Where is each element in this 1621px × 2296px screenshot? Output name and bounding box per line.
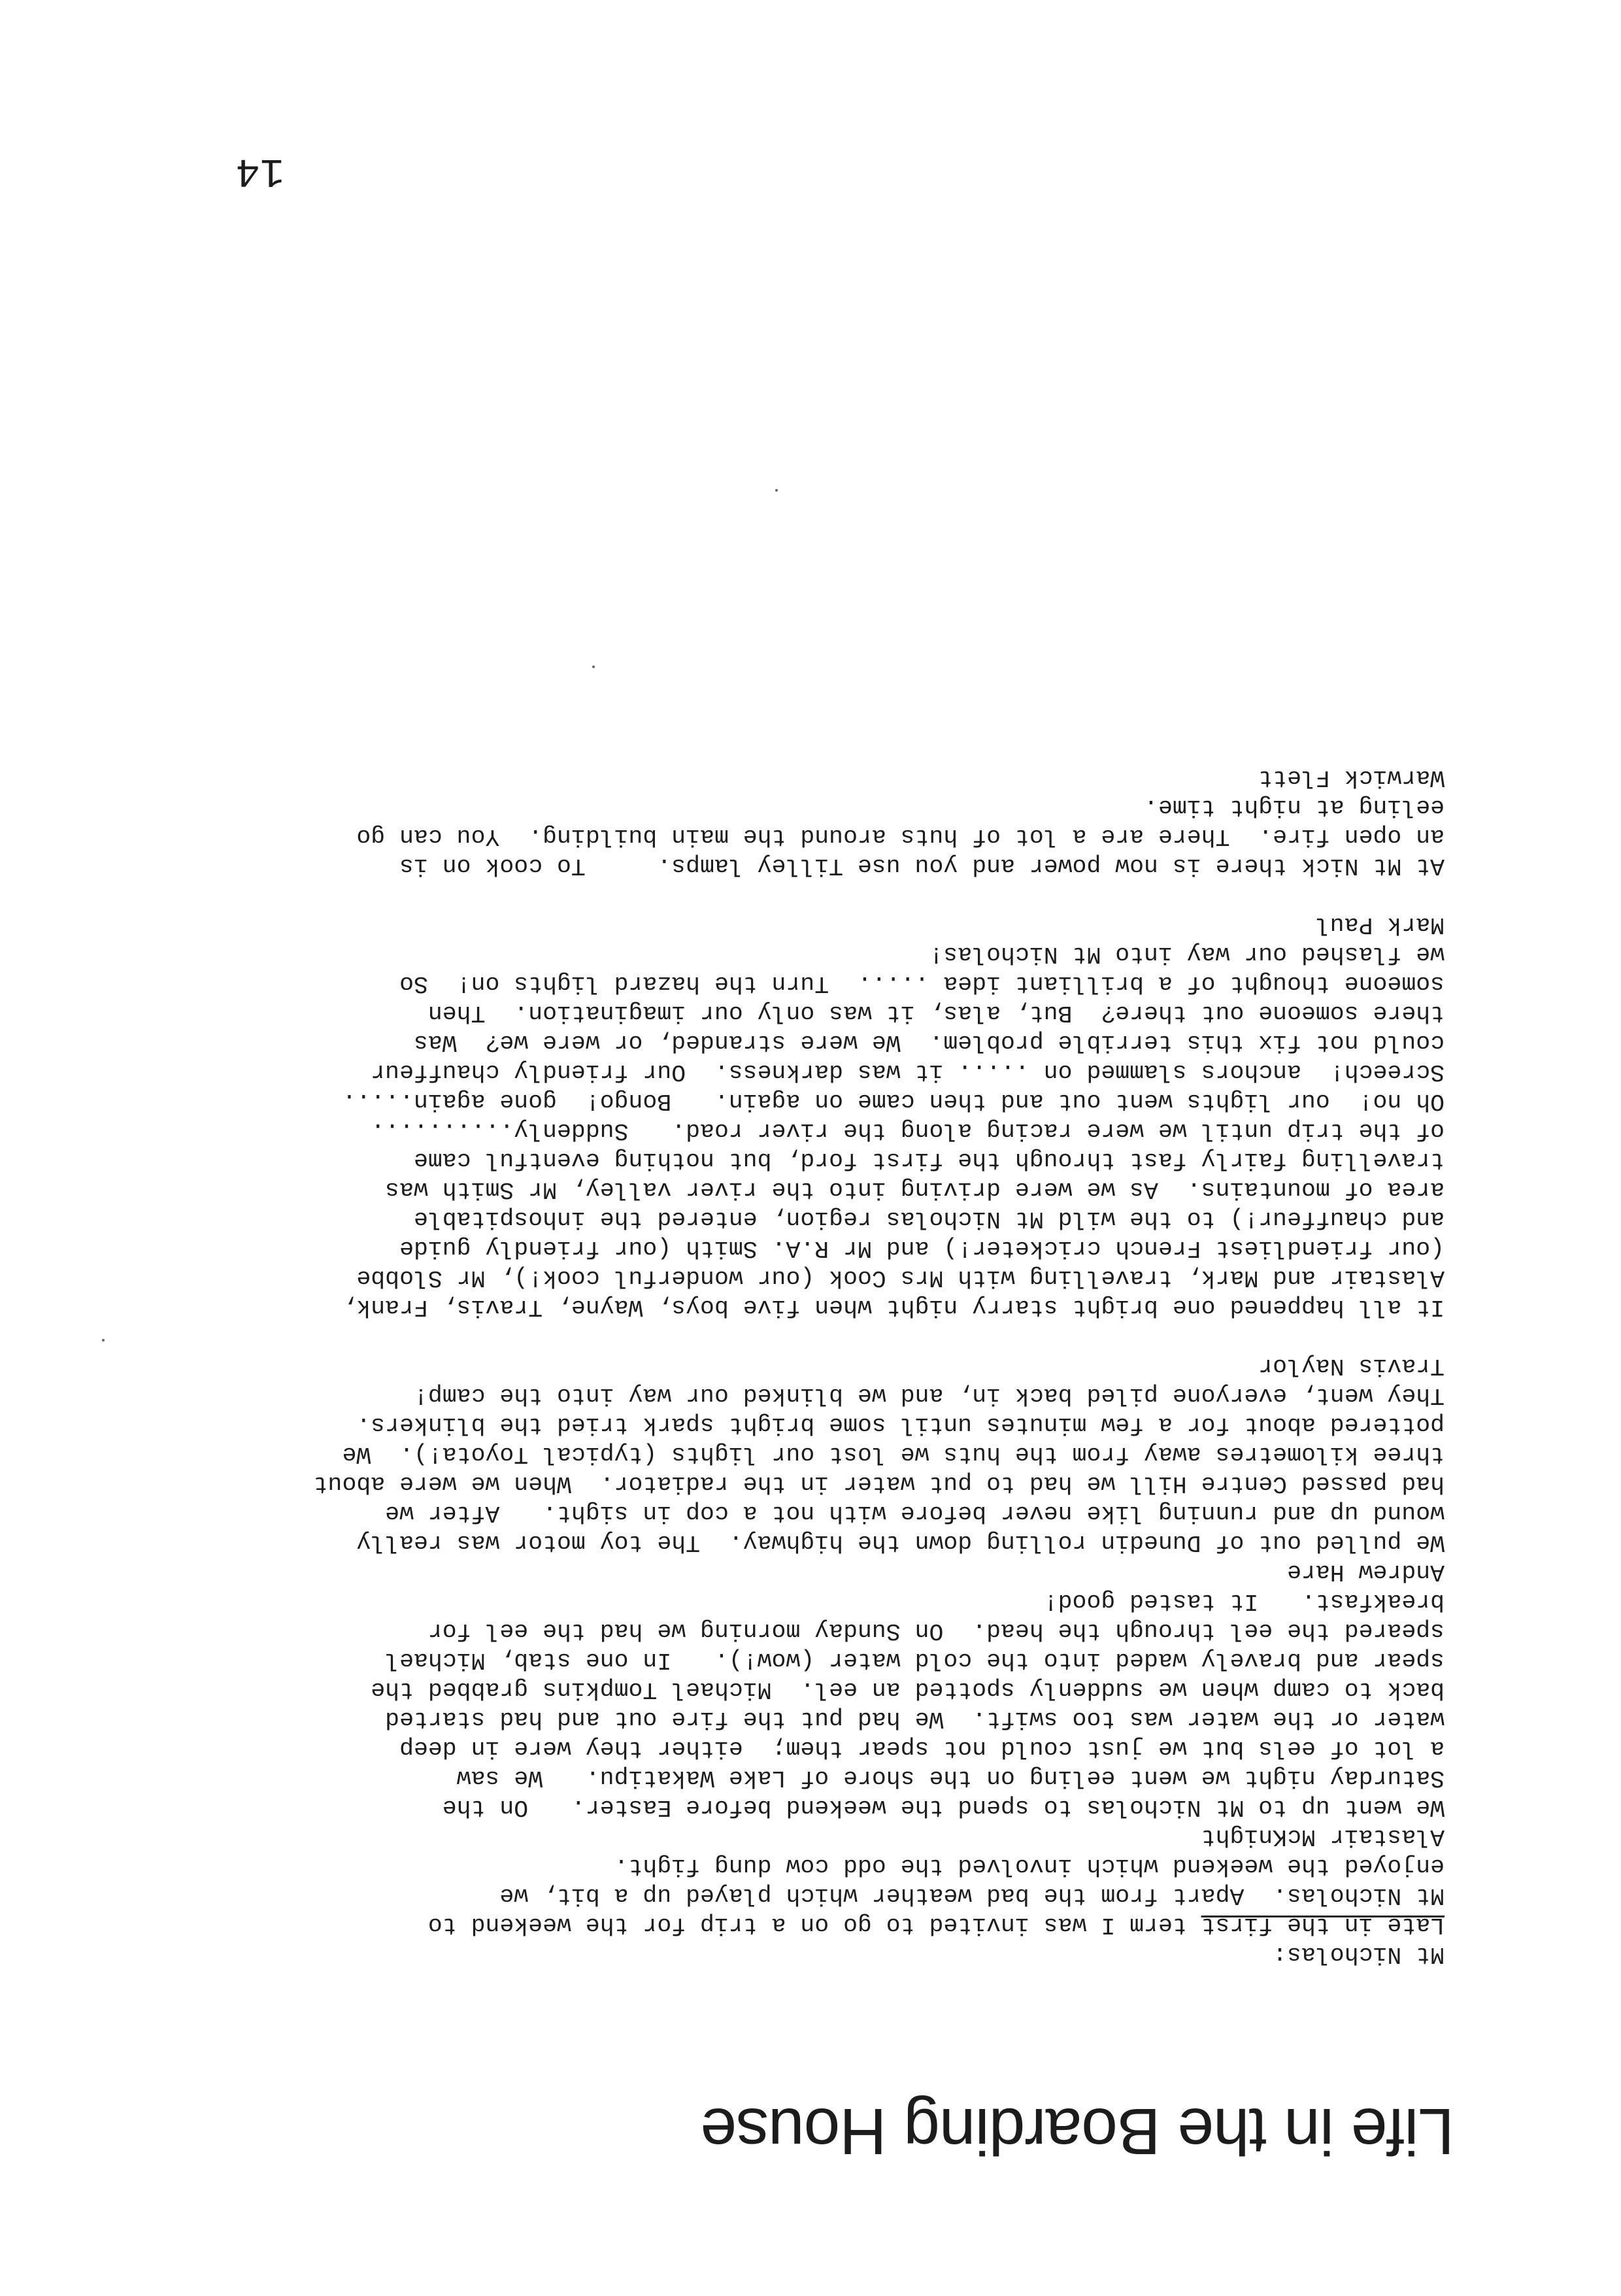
paragraph-line: We went up to Mt Nicholas to spend the weekend before Easter. On the [442,1794,1445,1821]
paragraph-line: speared the eel through the head. On Sunday morning we had the eel for [427,1617,1445,1644]
underlined-phrase: Late in the first [1201,1912,1445,1938]
paragraph [170,763,1445,881]
author-name: Mark Paul [1315,911,1445,938]
page-title: Life in the Boarding House [701,2095,1454,2168]
paragraph-line: and chauffeur!) to the wild Mt Nicholas region, entered the inhospitable [413,1206,1445,1232]
section-heading: Mt Nicholas: [1273,1941,1445,1968]
paragraph-line: we flashed our way into Mt Nicholas! [929,941,1445,968]
paragraph [170,1557,1445,1822]
paragraph-line: pottered about for a few minutes until some bright spark tried the blinkers. [356,1411,1445,1438]
scan-speck [775,489,778,492]
paragraph [170,1351,1445,1557]
paragraph-line: (our friendliest French cricketer!) and Mr R.A. Smith (our friendly guide [399,1235,1445,1262]
paragraph-line: Alastair and Mark, travelling with Mrs Cook (our wonderful cook!), Mr Slobbe [356,1264,1445,1291]
scan-speck [592,666,595,668]
paragraph-line: eeling at night time. [1144,794,1445,820]
paragraph-line: It all happened one bright starry night when five boys, Wayne, Travis, Frank, [342,1294,1445,1321]
paragraph-line: Oh no! our lights went out and then came on again. Bongo! gone again..... [342,1088,1445,1115]
paragraph-line: spear and bravely waded into the cold water (wow!). In one stab, Michael [385,1647,1445,1674]
paragraph-line: travelling fairly fast through the first ford, but nothing eventful came [413,1147,1445,1173]
scan-speck [102,1339,105,1342]
page-number: 14 [235,148,284,194]
paragraph-line: wound up and running like never before with not a cop in sight. After we [385,1500,1445,1527]
author-name: Alastair McKnight [1201,1823,1445,1850]
paragraph [170,1822,1445,1940]
paragraph-line: back to camp when we suddenly spotted an eel. Michael Tompkins grabbed the [371,1676,1445,1703]
paragraph-line: breakfast. It tasted good! [1043,1588,1445,1615]
paragraph-line: had passed Centre Hill we had to put water in the radiator. When we were about [313,1470,1445,1497]
paragraph-gap [170,881,1445,910]
paragraph-line: there someone out there? But, alas, it was only our imagination. Then [427,1000,1445,1026]
paragraph-line: three kilometres away from the huts we lost our lights (typical Toyota!). We [342,1441,1445,1468]
paragraph-line: water or the water was too swift. We had put the fire out and had started [385,1706,1445,1732]
paragraph-line: At Mt Nick there is now power and you use Tilley lamps. To cook on is [399,853,1445,879]
paragraph-line: Mt Nicholas. Apart from the bad weather which played up a bit, we [499,1882,1445,1909]
paragraph [170,910,1445,1322]
author-name: Warwick Flett [1258,764,1445,791]
paragraph-line: could not fix this terrible problem. We were stranded, or were we? Was [413,1029,1445,1056]
paragraph-line: We pulled out of Dunedin rolling down the highway. The toy motor was really [356,1529,1445,1556]
paragraph-line: someone thought of a brilliant idea ..... Turn the hazard lights on! So [399,970,1445,997]
author-name: Andrew Hare [1287,1559,1445,1585]
paragraph-line: an open fire. There are a lot of huts around the main building. You can go [356,823,1445,850]
paragraph-line: a lot of eels but we just could not spear them; either they were in deep [399,1735,1445,1762]
paragraph-line: Late in the first term I was invited to go on a trip for the weekend to [427,1912,1445,1938]
paragraph-line: area of mountains. As we were driving into the river valley, Mr Smith was [385,1176,1445,1203]
paragraph-line: of the trip until we were racing along the river road. Suddenly.......... [371,1117,1445,1144]
paragraph-line: enjoyed the weekend which involved the odd cow dung fight. [614,1853,1445,1880]
paragraph-gap [170,1322,1445,1351]
author-name: Travis Naylor [1258,1353,1445,1379]
article-body [170,763,1445,1969]
paragraph-line: Screech! anchors slammed on ..... it was darkness. Our friendly chauffeur [371,1058,1445,1085]
paragraph-line: Saturday night we went eeling on the shore of Lake Wakatipu. We saw [456,1764,1445,1791]
paragraph-line: They went, everyone piled back in, and we blinked our way into the camp! [413,1382,1445,1409]
